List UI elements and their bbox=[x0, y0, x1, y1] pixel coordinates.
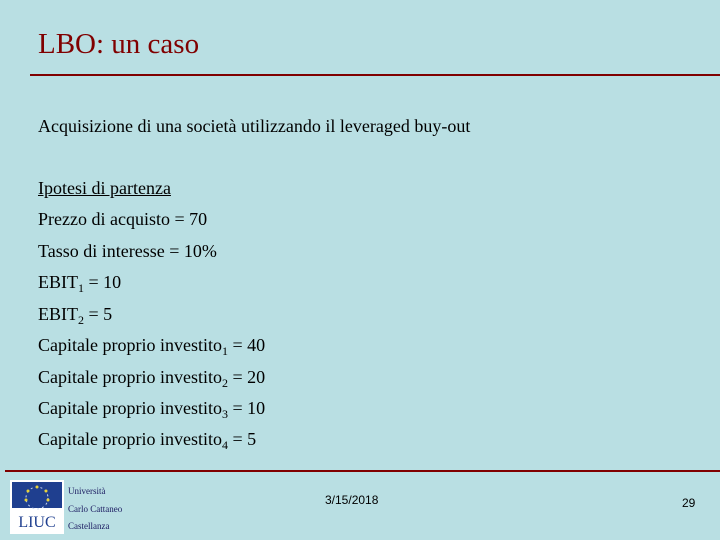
hypothesis-label: Capitale proprio investito bbox=[38, 367, 222, 387]
title-divider bbox=[30, 74, 720, 76]
hypothesis-label: Capitale proprio investito bbox=[38, 335, 222, 355]
hypothesis-subscript: 1 bbox=[78, 281, 84, 295]
hypothesis-label: Prezzo di acquisto bbox=[38, 209, 170, 229]
hypothesis-item-1 bbox=[38, 210, 207, 228]
hypothesis-label: Tasso di interesse bbox=[38, 241, 165, 261]
hypothesis-label: EBIT bbox=[38, 272, 78, 292]
hypothesis-subscript: 2 bbox=[221, 376, 228, 390]
hypothesis-value: = 10% bbox=[169, 241, 217, 261]
liuc-logo bbox=[10, 480, 64, 534]
logo-lettering: LIUC bbox=[18, 514, 56, 531]
hypothesis-item-8 bbox=[38, 429, 257, 452]
intro-text: Acquisizione di una società utilizzando il leveraged buy-out bbox=[38, 116, 471, 136]
hypothesis-value: = 70 bbox=[174, 209, 208, 229]
hypothesis-subscript: 1 bbox=[221, 344, 228, 358]
hypothesis-value: = 5 bbox=[232, 429, 257, 449]
hypothesis-subscript: 3 bbox=[221, 407, 228, 421]
page-number: 29 bbox=[682, 496, 696, 510]
hypothesis-label: Capitale proprio investito bbox=[38, 429, 222, 449]
hypothesis-label: EBIT bbox=[38, 304, 78, 324]
university-line-1: Università bbox=[68, 486, 106, 496]
hypothesis-subscript: 2 bbox=[78, 313, 84, 327]
slide-date: 3/15/2018 bbox=[325, 493, 379, 507]
hypothesis-label: Capitale proprio investito bbox=[38, 398, 222, 418]
hypothesis-item-6 bbox=[38, 367, 266, 390]
hypothesis-value: = 5 bbox=[88, 304, 113, 324]
hypothesis-subscript: 4 bbox=[221, 438, 228, 452]
hypothesis-item-5 bbox=[38, 335, 266, 358]
footer-divider bbox=[5, 470, 720, 472]
hypothesis-value: = 10 bbox=[88, 272, 122, 292]
hypothesis-item-2 bbox=[38, 242, 217, 260]
university-line-2: Carlo Cattaneo bbox=[68, 504, 123, 514]
hypothesis-item-4 bbox=[38, 304, 113, 327]
hypothesis-value: = 20 bbox=[232, 367, 266, 387]
hypotheses-heading: Ipotesi di partenza bbox=[38, 178, 171, 198]
hypothesis-item-7 bbox=[38, 398, 266, 421]
hypothesis-item-3 bbox=[38, 272, 122, 295]
university-line-3: Castellanza bbox=[68, 521, 110, 531]
slide-title: LBO: un caso bbox=[38, 28, 200, 60]
hypothesis-value: = 40 bbox=[232, 335, 266, 355]
hypothesis-value: = 10 bbox=[232, 398, 266, 418]
